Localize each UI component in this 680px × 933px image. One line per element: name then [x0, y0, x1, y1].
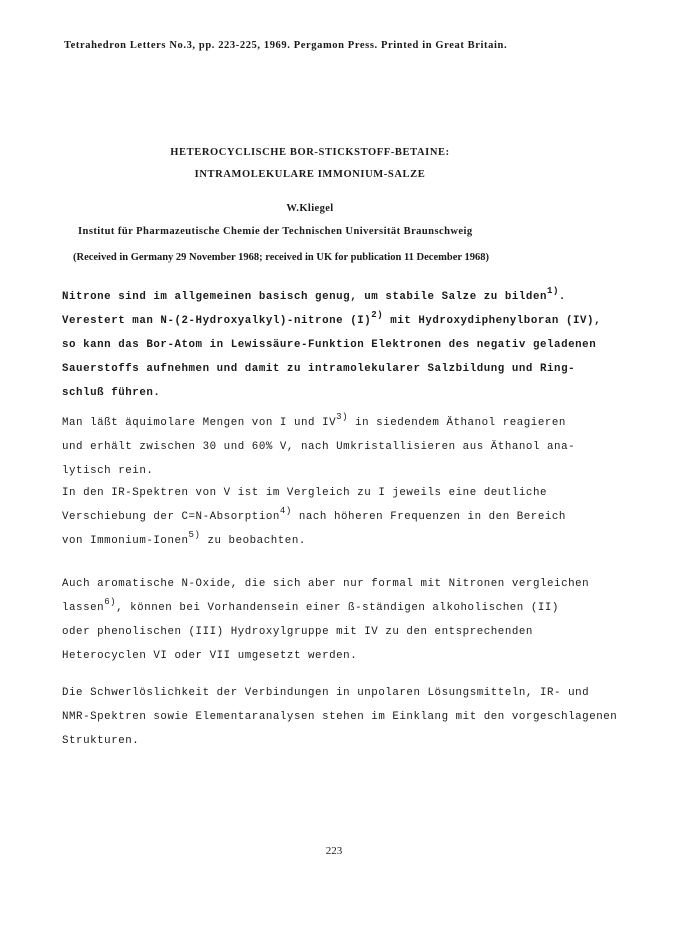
footnote-ref: 2) — [371, 310, 384, 320]
paragraph-line: Heterocyclen VI oder VII umgesetzt werden. — [62, 650, 358, 662]
paragraph-line: NMR-Spektren sowie Elementaranalysen stehen im Einklang mit den vorgeschlagenen — [62, 711, 618, 723]
article-title-line-1: HETEROCYCLISCHE BOR-STICKSTOFF-BETAINE: — [170, 147, 450, 158]
paragraph-line: lytisch rein. — [62, 465, 154, 477]
paragraph-line: Strukturen. — [62, 735, 140, 747]
paragraph-line — [62, 309, 622, 333]
paragraph-1 — [62, 285, 622, 405]
line-text: Verschiebung der C=N-Absorption — [62, 511, 280, 523]
line-text: nach höheren Frequenzen in den Bereich — [291, 511, 566, 523]
line-text: Verestert man N-(2-Hydroxyalkyl)-nitrone (I) — [62, 315, 372, 327]
paragraph-line: In den IR-Spektren von V ist im Vergleich zu I jeweils eine deutliche — [62, 487, 548, 499]
paragraph-line — [62, 285, 622, 309]
footnote-ref: 6) — [104, 597, 117, 607]
footnote-ref: 5) — [188, 530, 201, 540]
paragraph-line: Auch aromatische N-Oxide, die sich aber nur formal mit Nitronen vergleichen — [62, 578, 590, 590]
institute-affiliation: Institut für Pharmazeutische Chemie der Technischen Universität Braunschweig — [78, 226, 473, 237]
paragraph-line: und erhält zwischen 30 und 60% V, nach Umkristallisieren aus Äthanol ana- — [62, 441, 576, 453]
line-text: Man läßt äquimolare Mengen von I und IV — [62, 417, 337, 429]
line-text: in siedendem Äthanol reagieren — [348, 417, 566, 429]
paragraph-line: oder phenolischen (III) Hydroxylgruppe mit IV zu den entsprechenden — [62, 626, 533, 638]
line-text: , können bei Vorhandensein einer ß-ständigen alkoholischen (II) — [116, 602, 559, 614]
paragraph-line: Die Schwerlöslichkeit der Verbindungen in unpolaren Lösungsmitteln, IR- und — [62, 687, 590, 699]
article-title-line-2: INTRAMOLEKULARE IMMONIUM-SALZE — [194, 169, 426, 180]
journal-citation: Tetrahedron Letters No.3, pp. 223-225, 1969. Pergamon Press. Printed in Great Britain. — [64, 40, 508, 51]
footnote-ref: 4) — [279, 506, 292, 516]
page-number: 223 — [325, 845, 343, 857]
paragraph-line — [62, 505, 622, 529]
paragraph-line: Sauerstoffs aufnehmen und damit zu intramolekularer Salzbildung und Ring- — [62, 363, 576, 375]
paragraph-3 — [62, 481, 622, 553]
paragraph-5 — [62, 681, 622, 753]
paragraph-2 — [62, 411, 622, 483]
line-text: mit Hydroxydiphenylboran (IV), — [383, 315, 602, 327]
line-text: von Immonium-Ionen — [62, 535, 189, 547]
line-text: lassen — [62, 602, 105, 614]
paragraph-line — [62, 596, 622, 620]
line-text: zu beobachten. — [200, 535, 306, 547]
author-name: W.Kliegel — [286, 203, 334, 214]
paragraph-4 — [62, 572, 622, 668]
line-text: . — [558, 291, 566, 303]
line-text: Nitrone sind im allgemeinen basisch genug, um stabile Salze zu bilden — [62, 291, 548, 303]
paragraph-line: schluß führen. — [62, 387, 161, 399]
footnote-ref: 1) — [547, 286, 559, 296]
footnote-ref: 3) — [336, 412, 349, 422]
received-dates: (Received in Germany 29 November 1968; received in UK for publication 11 December 1968) — [73, 252, 489, 263]
paragraph-line — [62, 529, 622, 553]
paragraph-line: so kann das Bor-Atom in Lewissäure-Funktion Elektronen des negativ geladenen — [62, 339, 597, 351]
paragraph-line — [62, 411, 622, 435]
